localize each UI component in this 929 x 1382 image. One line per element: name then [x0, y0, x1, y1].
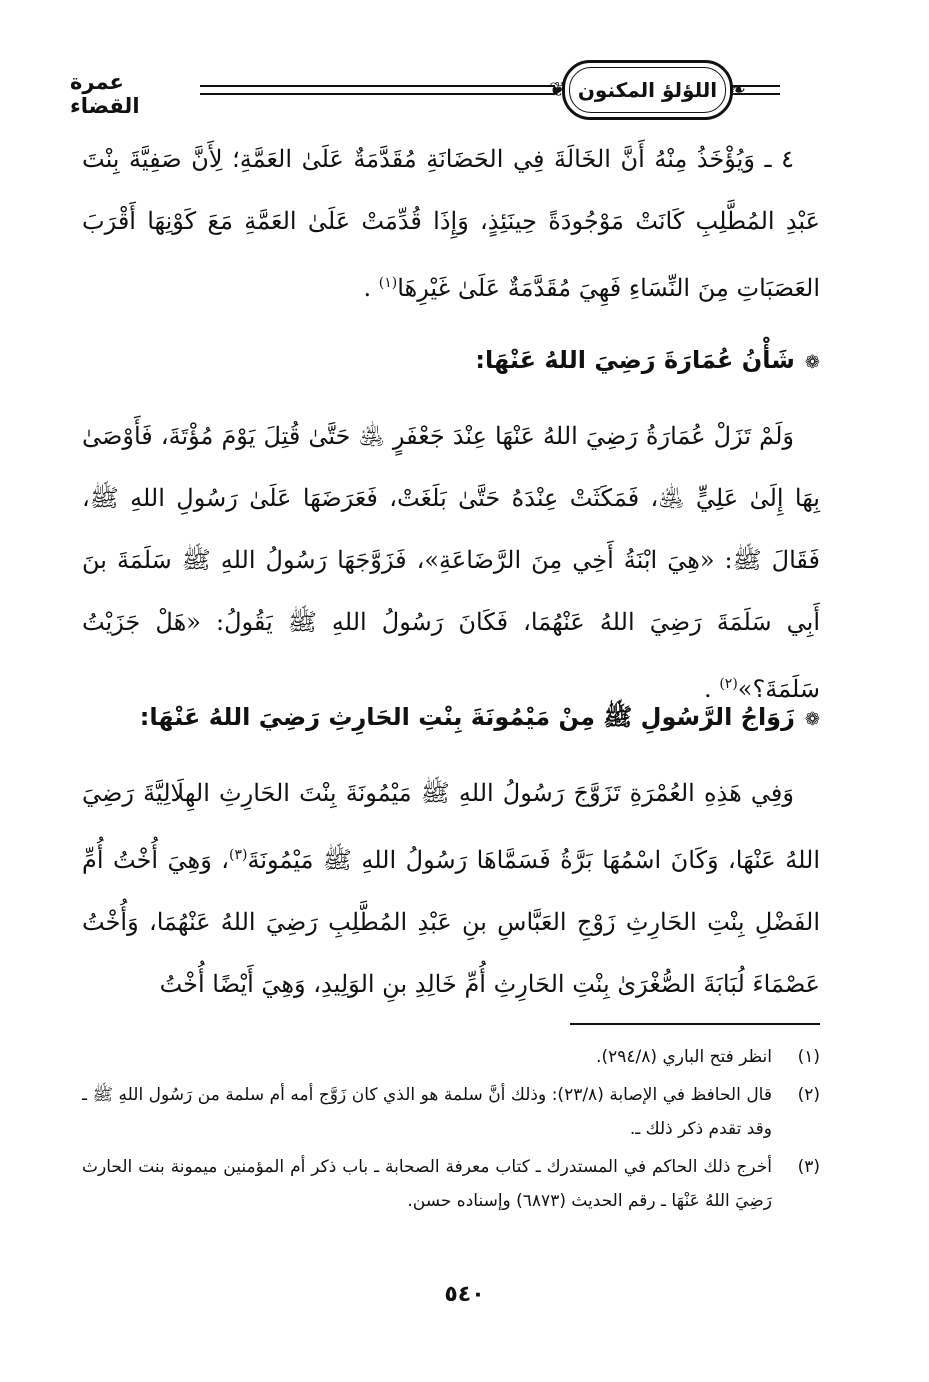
section-heading-1	[82, 335, 820, 388]
footnote-text: قال الحافظ في الإصابة (٢٣/٨): وذلك أنَّ سلمة هو الذي كان زَوَّج أمه أم سلمة من رَسُول اللهِ ﷺ ـ وقد تقدم ذكر ذلك ـ.	[82, 1085, 772, 1139]
header-rule-left	[200, 85, 555, 95]
main-text-3	[82, 762, 820, 1015]
book-title: اللؤلؤ المكنون	[577, 78, 718, 102]
running-header	[70, 52, 860, 122]
footnote-number: (٣)	[797, 1157, 820, 1177]
flower-bullet-icon: ❁	[804, 709, 820, 730]
footnote-ref-3[interactable]: (٣)	[229, 847, 248, 863]
footnotes	[82, 1040, 820, 1222]
chapter-title: عمرة القضاء	[70, 70, 140, 118]
footnote-separator	[570, 1023, 820, 1025]
heading-text: زَوَاجُ الرَّسُولِ ﷺ مِنْ مَيْمُونَةَ بِنْتِ الحَارِثِ رَضِيَ اللهُ عَنْهَا:	[139, 703, 795, 731]
footnote	[82, 1040, 820, 1074]
footnote-ref-1[interactable]: (١)	[378, 275, 398, 291]
footnote	[82, 1150, 820, 1218]
paragraph-3: وَفِي هَذِهِ العُمْرَةِ تَزَوَّجَ رَسُولُ اللهِ ﷺ مَيْمُونَةَ بِنْتَ الحَارِثِ الهِلَالِيَّةَ رَضِيَ اللهُ عَنْهَا، وَكَانَ اسْمُهَا بَرَّةُ فَسَمَّاهَا رَسُولُ اللهِ ﷺ مَيْمُونَةَ$^{(٣)}$، وَهِيَ أُخْتُ أُمِّ الفَضْلِ بِنْتِ الحَارِثِ زَوْجِ العَبَّاسِ بنِ عَبْدِ المُطَّلِبِ رَضِيَ اللهُ عَنْهُمَا، وَأُخْتُ عَصْمَاءَ لُبَابَةَ الصُّغْرَىٰ بِنْتِ الحَارِثِ أُمِّ خَالِدِ بنِ الوَلِيدِ، وَهِيَ أَيْضًا أُخْتُ	[82, 779, 821, 998]
paragraph-1: ٤ ـ وَيُؤْخَذُ مِنْهُ أَنَّ الخَالَةَ فِي الحَضَانَةِ مُقَدَّمَةٌ عَلَىٰ العَمَّةِ؛ لِأَنَّ صَفِيَّةَ بِنْتَ عَبْدِ المُطَّلِبِ كَانَتْ مَوْجُودَةً حِينَئِذٍ، وَإِذَا قُدِّمَتْ عَلَىٰ العَمَّةِ مَعَ كَوْنِهَا أَقْرَبَ العَصَبَاتِ مِنَ النِّسَاءِ فَهِيَ مُقَدَّمَةٌ عَلَىٰ غَيْرِهَا$^{(١)}$ .	[82, 145, 820, 302]
footnote-number: (١)	[797, 1047, 820, 1067]
arabesque-ornament-icon: ❧	[729, 77, 746, 101]
footnote-ref-2[interactable]: (٢)	[719, 676, 738, 692]
footnote	[82, 1078, 820, 1146]
flower-bullet-icon: ❁	[804, 352, 820, 373]
section-heading-2	[82, 692, 820, 745]
heading-text: شَأْنُ عُمَارَةَ رَضِيَ اللهُ عَنْهَا:	[475, 346, 795, 374]
main-text-2	[82, 405, 820, 720]
footnote-text: أخرج ذلك الحاكم في المستدرك ـ كتاب معرفة الصحابة ـ باب ذكر أم المؤمنين ميمونة بنت الحارث رَضِيَ اللهُ عَنْهَا ـ رقم الحديث (٦٨٧٣) وإسناده حسن.	[82, 1157, 772, 1211]
footnote-text: انظر فتح الباري (٢٩٤/٨).	[596, 1047, 772, 1067]
arabesque-ornament-icon: ❦	[549, 77, 566, 101]
paragraph-2: وَلَمْ تَزَلْ عُمَارَةُ رَضِيَ اللهُ عَنْهَا عِنْدَ جَعْفَرٍ ﵁ حَتَّىٰ قُتِلَ يَوْمَ مُؤْتَةَ، فَأَوْصَىٰ بِهَا إِلَىٰ عَلِيٍّ ﵁، فَمَكَثَتْ عِنْدَهُ حَتَّىٰ بَلَغَتْ، فَعَرَضَهَا عَلَىٰ رَسُولِ اللهِ ﷺ، فَقَالَ ﷺ: «هِيَ ابْنَةُ أَخِي مِنَ الرَّضَاعَةِ»، فَزَوَّجَهَا رَسُولُ اللهِ ﷺ سَلَمَةَ بنَ أَبِي سَلَمَةَ رَضِيَ اللهُ عَنْهُمَا، فَكَانَ رَسُولُ اللهِ ﷺ يَقُولُ: «هَلْ جَزَيْتُ سَلَمَةَ؟»$^{(٢)}$ .	[82, 422, 820, 703]
header-rule-right	[730, 85, 780, 95]
book-title-cartouche	[549, 60, 746, 120]
page-number: ٥٤٠	[444, 1282, 485, 1307]
main-text	[82, 128, 820, 319]
footnote-number: (٢)	[797, 1085, 820, 1105]
